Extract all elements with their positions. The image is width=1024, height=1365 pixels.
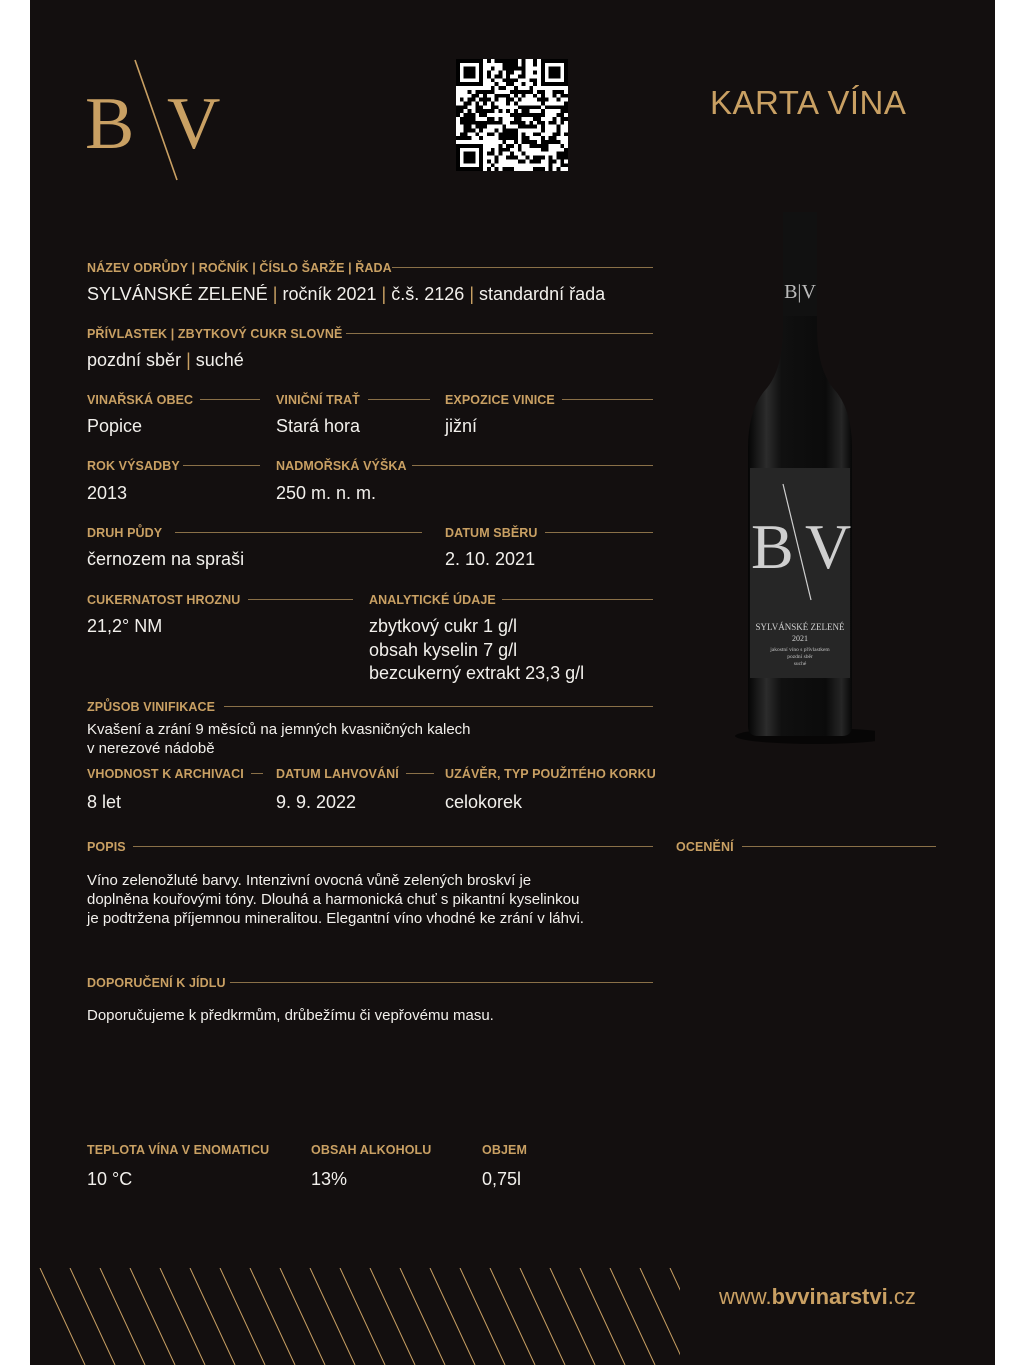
stripe-line (310, 1268, 355, 1365)
stripe-line (430, 1268, 475, 1365)
decorative-stripes (30, 1268, 680, 1365)
description-line-2: doplněna kouřovými tóny. Dlouhá a harmonická chuť s pikantní kyselinkou (87, 891, 580, 908)
description-line-1: Víno zelenožluté barvy. Intenzivní ovocná vůně zelených broskví je (87, 872, 532, 889)
divider (412, 465, 653, 466)
temperature-value: 10 °C (87, 1169, 133, 1189)
divider (392, 267, 653, 268)
analytics-line-1: zbytkový cukr 1 g/l (369, 616, 518, 636)
closure-value: celokorek (445, 792, 523, 812)
analytics-line-3: bezcukerný extrakt 23,3 g/l (369, 663, 585, 683)
attribute-label: PŘÍVLASTEK | ZBYTKOVÝ CUKR SLOVNĚ (87, 327, 343, 341)
soil-label: DRUH PŮDY (87, 526, 163, 540)
stripe-line (190, 1268, 235, 1365)
bottle-label-line1: jakostní víno s přívlastkem (770, 647, 830, 653)
bottle-cap-logo: B|V (784, 281, 816, 303)
temperature-label: TEPLOTA VÍNA V ENOMATICU (87, 1143, 270, 1157)
altitude-value: 250 m. n. m. (276, 483, 377, 503)
planted-label: ROK VÝSADBY (87, 459, 180, 473)
alcohol-label: OBSAH ALKOHOLU (311, 1143, 432, 1157)
stripe-line (520, 1268, 565, 1365)
stripe-line (250, 1268, 295, 1365)
analytics-line-2: obsah kyselin 7 g/l (369, 640, 518, 660)
vineyard-label: VINIČNÍ TRAŤ (276, 393, 360, 407)
food-text: Doporučujeme k předkrmům, drůbežímu či vepřovému masu. (87, 1007, 494, 1024)
divider (251, 773, 263, 774)
divider (406, 773, 434, 774)
divider (346, 333, 653, 334)
bottle-label-line3: suché (793, 661, 807, 667)
vinification-label: ZPŮSOB VINIFIKACE (87, 700, 216, 714)
bottle-logo-v: V (805, 511, 852, 582)
divider (545, 532, 653, 533)
attribute-value: pozdní sběr | suché (87, 350, 244, 370)
stripe-line (580, 1268, 625, 1365)
planted-value: 2013 (87, 483, 128, 503)
stripe-line (340, 1268, 385, 1365)
variety-value: SYLVÁNSKÉ ZELENÉ | ročník 2021 | č.š. 2126 | standardní řada (87, 284, 606, 304)
archive-value: 8 let (87, 792, 122, 812)
qr-code[interactable] (456, 59, 568, 171)
soil-value: černozem na spraši (87, 549, 245, 569)
stripe-line (130, 1268, 175, 1365)
stripe-line (70, 1268, 115, 1365)
archive-label: VHODNOST K ARCHIVACI (87, 767, 244, 781)
vineyard-value: Stará hora (276, 416, 361, 436)
batch-number: č.š. 2126 (391, 284, 465, 304)
stripe-line (490, 1268, 535, 1365)
food-label: DOPORUČENÍ K JÍDLU (87, 976, 226, 990)
stripe-line (400, 1268, 445, 1365)
variety-label: NÁZEV ODRŮDY | ROČNÍK | ČÍSLO ŠARŽE | ŘADA (87, 261, 392, 275)
stripe-line (460, 1268, 505, 1365)
logo-letter-b: B (85, 83, 135, 165)
bottling-label: DATUM LAHVOVÁNÍ (276, 767, 399, 781)
bottle-label-name: SYLVÁNSKÉ ZELENÉ (755, 622, 845, 632)
description-line-3: je podtržena příjemnou mineralitou. Elegantní víno vhodné ke zrání v láhvi. (87, 910, 584, 927)
wine-card (30, 0, 995, 1365)
divider (742, 846, 936, 847)
divider (502, 599, 653, 600)
analytics-label: ANALYTICKÉ ÚDAJE (369, 593, 496, 607)
sugar-content-value: 21,2° NM (87, 616, 163, 636)
bottle-label-line2: pozdní sběr (787, 654, 813, 660)
stripe-line (220, 1268, 265, 1365)
product-line: standardní řada (479, 284, 606, 304)
stripe-line (550, 1268, 595, 1365)
logo-letter-v: V (167, 83, 221, 165)
stripe-line (40, 1268, 85, 1365)
stripe-line (370, 1268, 415, 1365)
sugar-content-label: CUKERNATOST HROZNU (87, 593, 241, 607)
vinification-text-1: Kvašení a zrání 9 měsíců na jemných kvasničných kalech (87, 721, 471, 738)
stripe-line (280, 1268, 325, 1365)
stripe-line (100, 1268, 145, 1365)
divider (562, 399, 653, 400)
divider (224, 706, 653, 707)
volume-label: OBJEM (482, 1143, 527, 1157)
stripe-line (160, 1268, 205, 1365)
closure-label: UZÁVĚR, TYP POUŽITÉHO KORKU (445, 767, 656, 781)
bv-logo (85, 56, 235, 186)
volume-value: 0,75l (482, 1169, 522, 1189)
vinification-text-2: v nerezové nádobě (87, 740, 215, 757)
divider (175, 532, 422, 533)
harvest-value: 2. 10. 2021 (445, 549, 536, 569)
bottle-label-year: 2021 (792, 634, 808, 643)
divider (133, 846, 653, 847)
website-link[interactable]: www.bvvinarstvi.cz (719, 1284, 916, 1309)
exposure-value: jižní (445, 416, 478, 436)
wine-bottle-image (725, 208, 875, 748)
divider (230, 982, 653, 983)
altitude-label: NADMOŘSKÁ VÝŠKA (276, 459, 407, 473)
description-label: POPIS (87, 840, 126, 854)
divider (368, 399, 430, 400)
harvest-label: DATUM SBĚRU (445, 526, 538, 540)
page-title: KARTA VÍNA (710, 84, 907, 121)
bottle-logo-b: B (751, 511, 794, 582)
stripe-line (610, 1268, 655, 1365)
variety-name: SYLVÁNSKÉ ZELENÉ (87, 284, 268, 304)
vintage: ročník 2021 (282, 284, 377, 304)
village-label: VINAŘSKÁ OBEC (87, 393, 194, 407)
alcohol-value: 13% (311, 1169, 348, 1189)
village-value: Popice (87, 416, 143, 436)
stripe-line (640, 1268, 680, 1365)
divider (248, 599, 353, 600)
divider (183, 465, 260, 466)
exposure-label: EXPOZICE VINICE (445, 393, 555, 407)
awards-label: OCENĚNÍ (676, 840, 734, 854)
divider (200, 399, 260, 400)
bottling-value: 9. 9. 2022 (276, 792, 357, 812)
